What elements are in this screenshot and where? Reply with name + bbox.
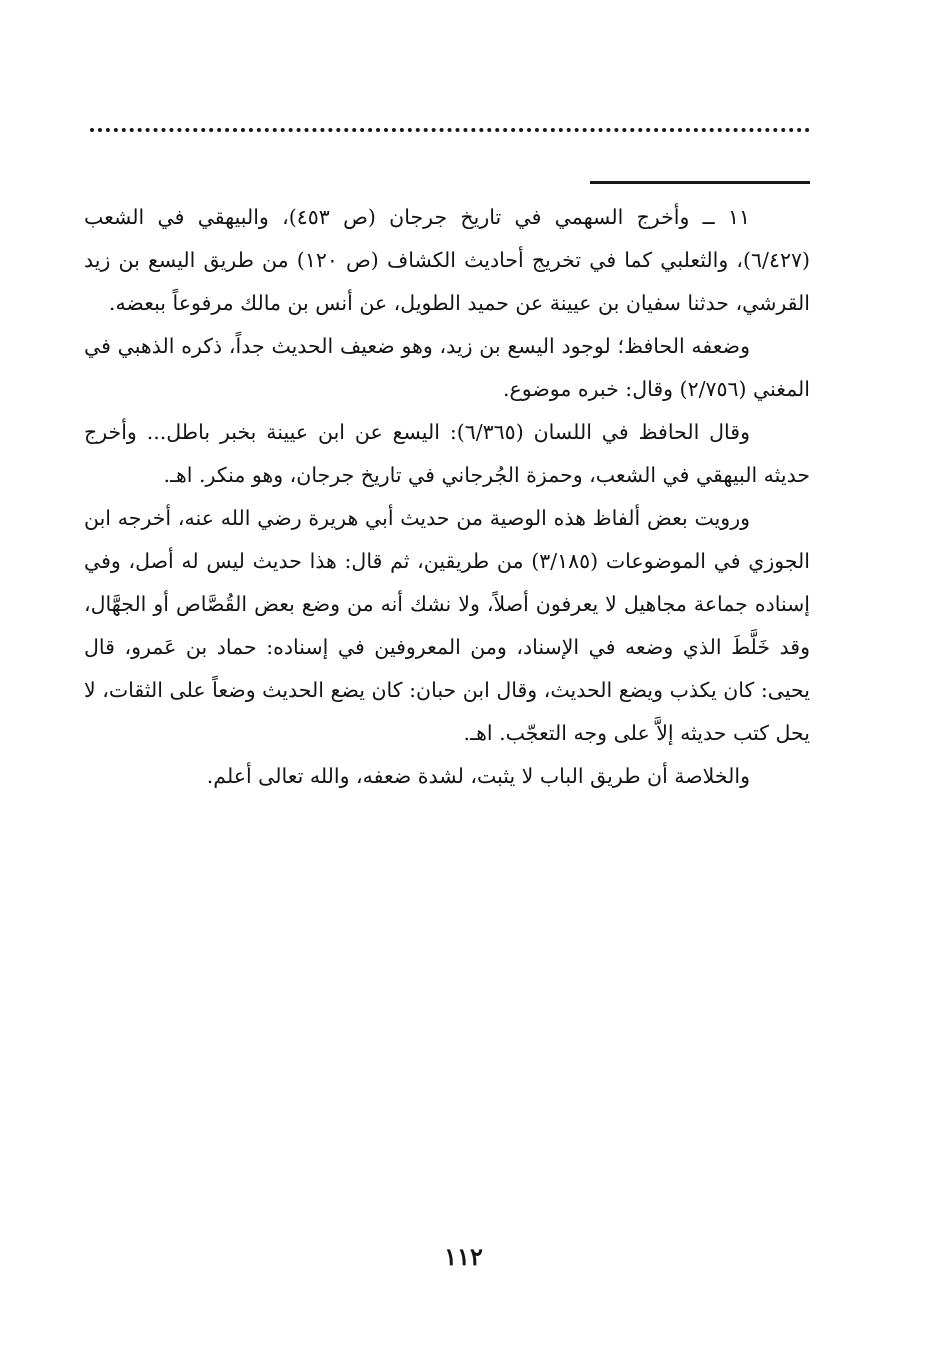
main-text-block — [84, 196, 810, 798]
paragraph-abu-hurayra: ورويت بعض ألفاظ هذه الوصية من حديث أبي هريرة رضي الله عنه، أخرجه ابن الجوزي في الموضوعات (٣/١٨٥) من طريقين، ثم قال: هذا حديث ليس له أصل، وفي إسناده جماعة مجاهيل لا يعرفون أصلاً، ولا نشك أنه من وضع بعض القُصَّاص أو الجهَّال، وقد خَلَّطَ الذي وضعه في الإسناد، ومن المعروفين في إسناده: حماد بن عَمرو، قال يحيى: كان يكذب ويضع الحديث، وقال ابن حبان: كان يضع الحديث وضعاً على الثقات، لا يحل كتب حديثه إلاَّ على وجه التعجّب. اهـ. — [84, 506, 810, 745]
dotted-separator — [90, 128, 810, 132]
footnote-separator-line — [590, 181, 810, 184]
paragraph-hafiz-weakening: وضعفه الحافظ؛ لوجود اليسع بن زيد، وهو ضعيف الحديث جداً، ذكره الذهبي في المغني (٢/٧٥٦) وقال: خبره موضوع. — [84, 334, 810, 401]
paragraph-lisan-quote: وقال الحافظ في اللسان (٦/٣٦٥): اليسع عن ابن عيينة بخبر باطل... وأخرج حديثه البيهقي في الشعب، وحمزة الجُرجاني في تاريخ جرجان، وهو منكر. اهـ. — [84, 420, 810, 487]
page-number: ١١٢ — [444, 1242, 483, 1271]
paragraph-conclusion: والخلاصة أن طريق الباب لا يثبت، لشدة ضعفه، والله تعالى أعلم. — [206, 764, 750, 788]
paragraph-hadith-11: ١١ ــ وأخرج السهمي في تاريخ جرجان (ص ٤٥٣)، والبيهقي في الشعب (٦/٤٢٧)، والثعلبي كما في تخريج أحاديث الكشاف (ص ١٢٠) من طريق اليسع بن زيد القرشي، حدثنا سفيان بن عيينة عن حميد الطويل، عن أنس بن مالك مرفوعاً ببعضه. — [84, 205, 810, 315]
